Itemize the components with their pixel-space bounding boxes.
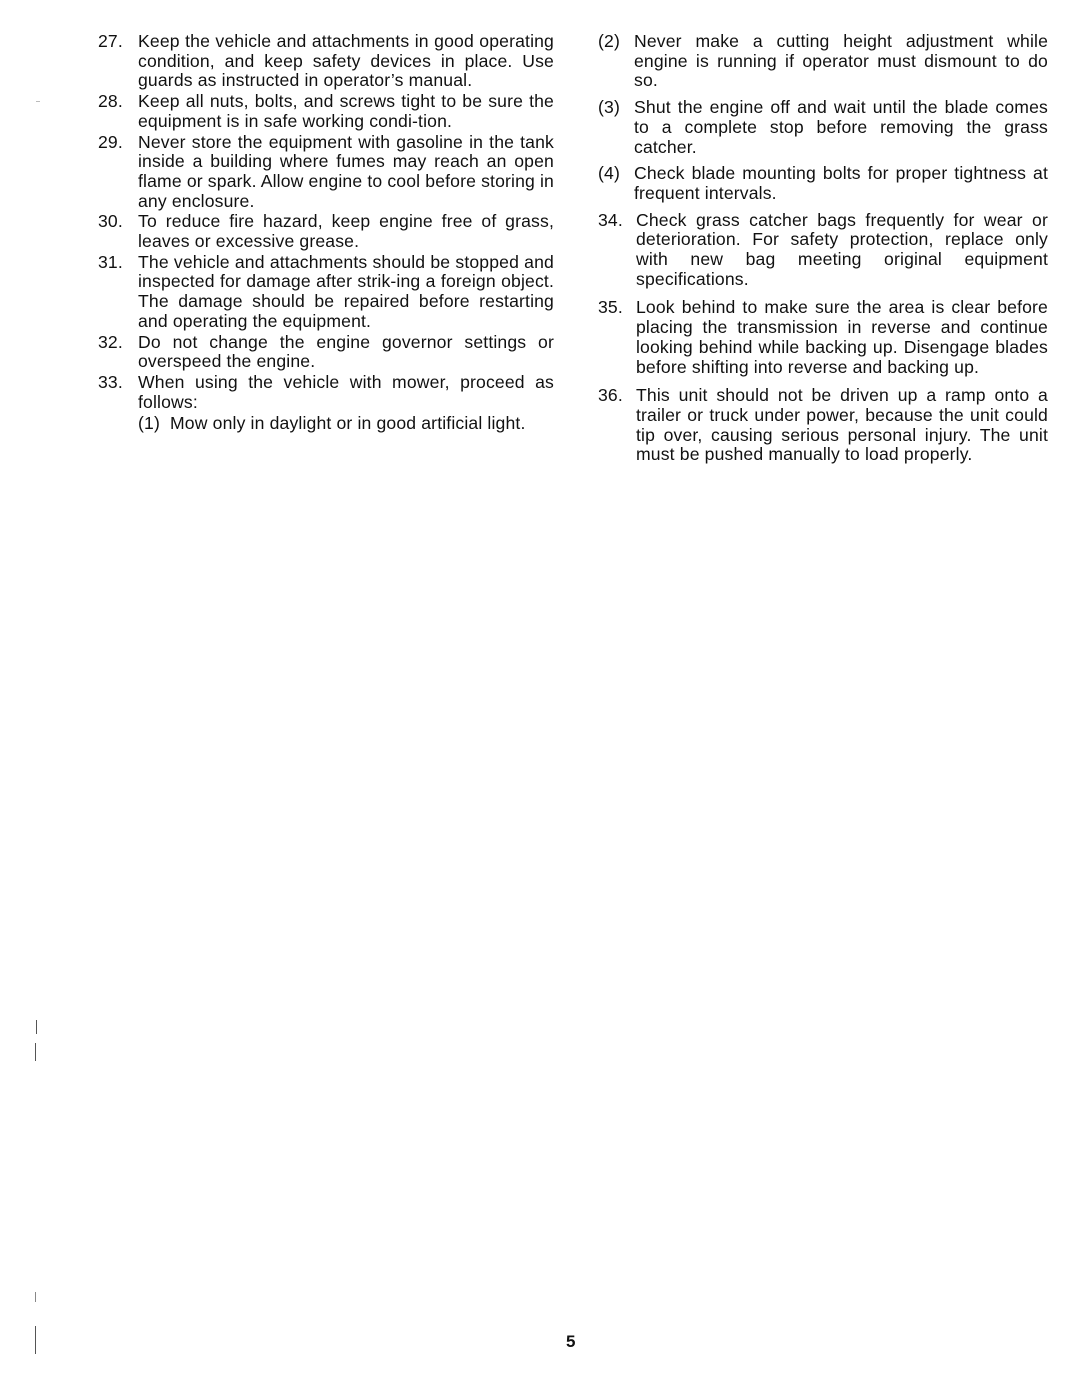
sub-item-number: (1) (138, 413, 160, 434)
list-item-30 (98, 212, 554, 251)
item-number: 32. (98, 331, 123, 352)
sub-item-3 (598, 98, 1048, 157)
sub-item-number: (4) (598, 163, 620, 184)
list-item-31 (98, 253, 554, 332)
list-item-28 (98, 92, 554, 131)
sub-item-text: Check blade mounting bolts for proper tightness at frequent intervals. (634, 163, 1048, 203)
scan-mark (35, 1292, 36, 1302)
right-column (598, 32, 1048, 474)
scan-mark (36, 101, 40, 102)
sub-item-text: Shut the engine off and wait until the blade comes to a complete stop before removing the grass catcher. (634, 97, 1048, 157)
item-text: Look behind to make sure the area is clear before placing the transmission in reverse and continue looking behind while backing up. Disengage blades before shifting into reverse and backing up. (636, 297, 1048, 377)
item-number: 30. (98, 211, 123, 232)
item-text: Check grass catcher bags frequently for wear or deterioration. For safety protection, replace only with new bag meeting original equipment specifications. (636, 209, 1048, 289)
item-number: 29. (98, 131, 123, 152)
item-number: 33. (98, 371, 123, 392)
sub-item-text: Mow only in daylight or in good artificial light. (170, 413, 526, 434)
item-text: Never store the equipment with gasoline in the tank inside a building where fumes may reach an open flame or spark. Allow engine to cool before storing in any enclosure. (138, 131, 554, 211)
item-number: 34. (598, 209, 623, 230)
scan-mark (36, 1020, 37, 1034)
scan-mark (35, 1043, 36, 1061)
list-item-32 (98, 333, 554, 372)
list-item-29 (98, 133, 554, 212)
left-column (98, 32, 554, 435)
item-number: 27. (98, 31, 123, 51)
list-item-36 (598, 386, 1048, 465)
sub-item-number: (2) (598, 31, 620, 51)
list-item-34 (598, 211, 1048, 290)
item-text: When using the vehicle with mower, proceed as follows: (138, 371, 554, 412)
item-number: 36. (598, 385, 623, 406)
item-text: This unit should not be driven up a ramp onto a trailer or truck under power, because the unit could tip over, causing serious personal injury. The unit must be pushed manually to load properly. (636, 385, 1048, 465)
list-item-35 (598, 298, 1048, 377)
sub-item-text: Never make a cutting height adjustment while engine is running if operator must dismount to do so. (634, 31, 1048, 91)
sub-item-2 (598, 32, 1048, 91)
list-item-33 (98, 373, 554, 434)
sub-item-4 (598, 164, 1048, 203)
sub-item-number: (3) (598, 97, 620, 118)
item-number: 31. (98, 251, 123, 272)
item-text: Keep all nuts, bolts, and screws tight to be sure the equipment is in safe working condi-tion. (138, 91, 554, 131)
page-number: 5 (566, 1332, 576, 1351)
item-text: To reduce fire hazard, keep engine free of grass, leaves or excessive grease. (138, 211, 554, 252)
item-text: Do not change the engine governor settings or overspeed the engine. (138, 331, 554, 372)
item-number: 28. (98, 91, 123, 112)
item-text: The vehicle and attachments should be stopped and inspected for damage after strik-ing a foreign object. The damage should be repaired before restarting and operating the equipment. (138, 251, 554, 331)
item-number: 35. (598, 297, 623, 318)
sub-item-1 (138, 414, 554, 434)
item-text: Keep the vehicle and attachments in good operating condition, and keep safety devices in place. Use guards as instructed in operator’s manual. (138, 31, 554, 91)
list-item-27 (98, 32, 554, 91)
scan-mark (35, 1326, 36, 1354)
